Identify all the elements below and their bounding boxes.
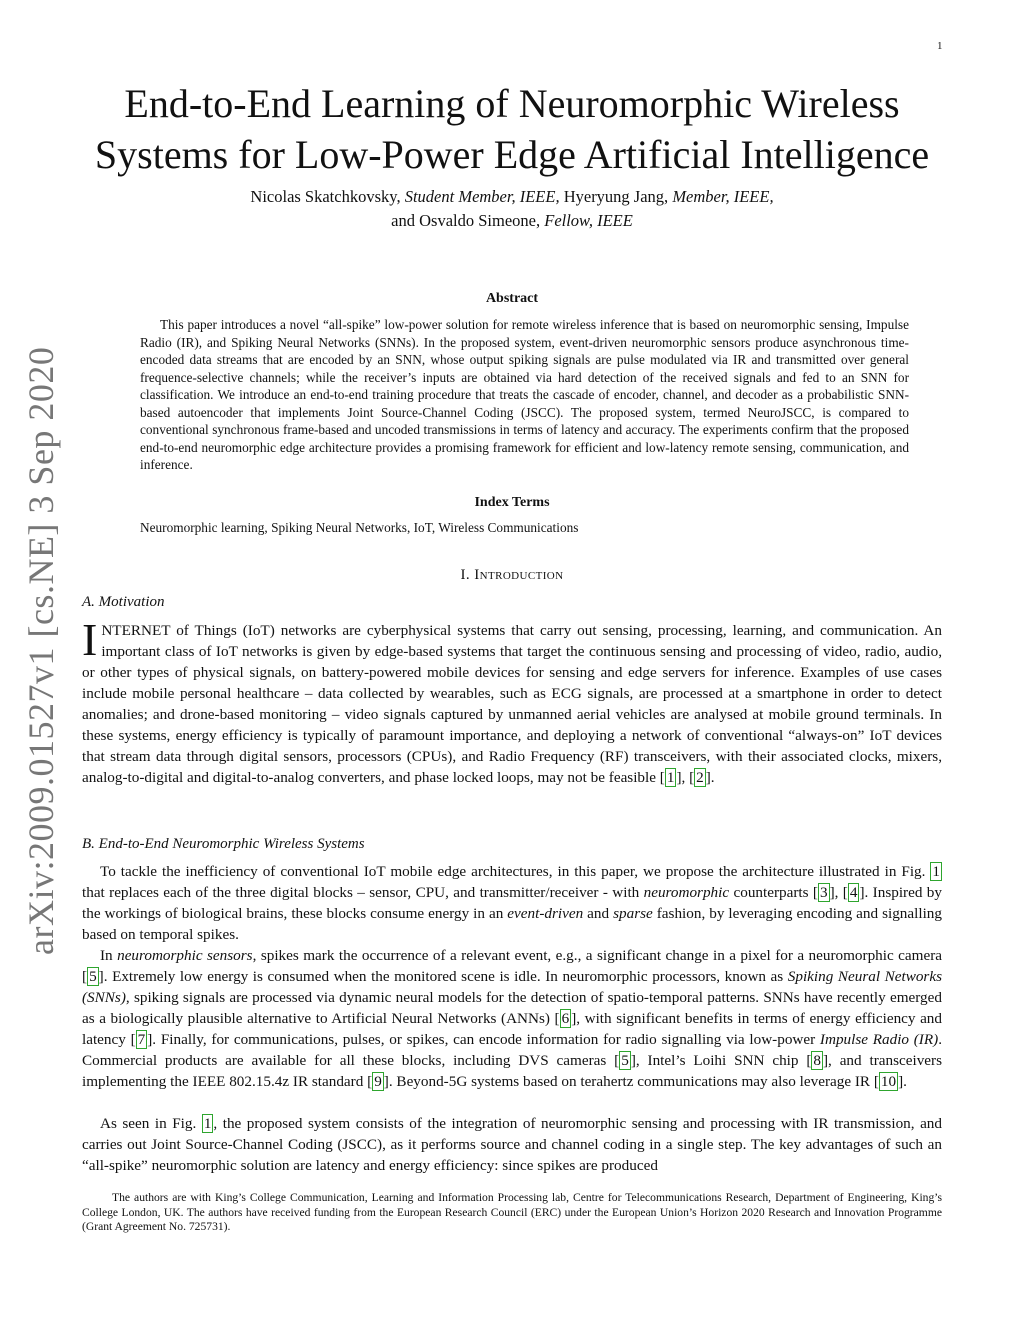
emphasis-text: neuromorphic sensors xyxy=(117,947,253,964)
arxiv-stamp[interactable]: arXiv:2009.01527v1 [cs.NE] 3 Sep 2020 xyxy=(21,346,61,955)
paragraph-text: , the proposed system consists of the integration of neuromorphic sensing and processing with IR transmission, and carries out Joint Source-Channel Coding (JSCC), as it performs source and channel coding in a single step. The key advantages of such an “all-spike” neuromorphic solution are latency and energy efficiency: since spikes are produced xyxy=(82,1115,942,1174)
paragraph-text: , spiking signals are processed via dynamic neural models for the detection of spatio-temporal patterns. SNNs have recently emerged as a biologically plausible alternative to Artificial Neural Networks (ANNs) [ xyxy=(82,989,942,1027)
paragraph-text: counterparts [ xyxy=(729,884,818,901)
citation-link[interactable]: 5 xyxy=(89,968,97,985)
section-title: Introduction xyxy=(474,567,564,583)
index-terms-heading: Index Terms xyxy=(474,495,550,510)
paragraph-text: ], [ xyxy=(829,884,848,901)
paragraph-text: ]. Extremely low energy is consumed when the monitored scene is idle. In neuromorphic processors, known as xyxy=(98,968,788,985)
paragraph-text: fashion, by leveraging encoding and signalling based on temporal spikes. xyxy=(82,905,942,943)
author-2: Hyeryung Jang, xyxy=(563,187,669,206)
paragraph-text: As seen in Fig. xyxy=(100,1115,202,1132)
citation-link[interactable]: 4 xyxy=(849,884,858,901)
section-number: I. xyxy=(460,567,471,583)
paragraph-neuromorphic-blocks xyxy=(82,945,942,1092)
citation-link[interactable]: 2 xyxy=(696,769,704,786)
paragraph-text: . Commercial products are available for all these blocks, including DVS cameras [ xyxy=(82,1031,942,1069)
citation-link[interactable]: 1 xyxy=(666,769,675,786)
paragraph-text: NTERNET of Things (IoT) networks are cyberphysical systems that carry out sensing, processing, learning, and communication. An important class of IoT networks is given by edge-based systems that target the continuous sensing and processing of video, radio, audio, or other types of physical signals, on battery-powered mobile devices for sensing and edge servers for inference. Examples of use cases include mobile personal healthcare – data collected by wearables, such as ECG signals, are processed at a smartphone in order to detect anomalies; and drone-based monitoring – video signals captured by unmanned aerial vehicles are analysed at mobile ground terminals. In these systems, energy efficiency is typically of paramount importance, and deploying a network of conventional “always-on” IoT devices that stream data through digital sensors, processors (CPUs), and Radio Frequency (RF) transceivers, with their associated clocks, mixers, analog-to-digital and digital-to-analog converters, and phase locked loops, may not be feasible [ xyxy=(82,622,942,786)
paragraph-text: To tackle the inefficiency of conventional IoT mobile edge architectures, in this paper, we propose the architecture illustrated in Fig. xyxy=(100,863,931,880)
paragraph-motivation xyxy=(82,614,942,788)
emphasis-text: Spiking Neural Networks (SNNs) xyxy=(82,968,942,1006)
citation-link[interactable]: 3 xyxy=(819,884,828,901)
author-1: Nicolas Skatchkovsky, xyxy=(250,187,401,206)
figure-link[interactable]: 1 xyxy=(203,1115,212,1132)
paragraph-text: ], [ xyxy=(676,769,695,786)
paragraph-text: ]. xyxy=(705,769,715,786)
abstract-text: This paper introduces a novel “all-spike” low-power solution for remote wireless inference that is based on neuromorphic sensing, Impulse Radio (IR), and Spiking Neural Networks (SNNs). In the proposed system, event-driven neuromorphic sensors produce asynchronous time-encoded data streams that are encoded by an SNN, whose output spiking signals are pulse modulated via IR and transmitted over general frequence-selective channels; while the receiver’s inputs are obtained via hard detection of the received signals and fed to an SNN for classification. We introduce an end-to-end training procedure that treats the cascade of encoder, channel, and decoder as a probabilistic SNN-based autoencoder that implements Joint Source-Channel Coding (JSCC). The proposed system, termed NeuroJSCC, is compared to conventional synchronous frame-based and uncoded transmissions in terms of latency and accuracy. The experiments confirm that the proposed end-to-end neuromorphic edge architecture provides a promising framework for efficient and low-latency remote sensing, communication, and inference. xyxy=(140,317,909,472)
paragraph-text: ]. Beyond-5G systems based on terahertz communications may also leverage IR [ xyxy=(383,1073,879,1090)
page-number: 1 xyxy=(937,40,943,52)
citation-link[interactable]: 10 xyxy=(880,1073,897,1090)
abstract-heading: Abstract xyxy=(485,291,539,306)
subsection-heading-motivation: A. Motivation xyxy=(82,594,165,610)
author-footnote: The authors are with King’s College Communication, Learning and Information Processing lab, Centre for Telecommunications Research, Department of Engineering, King’s College London, UK. The authors have received funding from the European Research Council (ERC) under the European Union’s Horizon 2020 Research and Innovation Programme (Grant Agreement No. 725731). xyxy=(82,1191,942,1233)
author-3-role: Fellow, IEEE xyxy=(544,211,633,230)
emphasis-text: event-driven xyxy=(507,905,584,922)
emphasis-text: sparse xyxy=(613,905,653,922)
paragraph-architecture xyxy=(82,861,942,945)
paragraph-text: ], and transceivers implementing the IEEE 802.15.4z IR standard [ xyxy=(82,1052,943,1090)
author-list xyxy=(100,185,924,233)
index-terms-text: Neuromorphic learning, Spiking Neural Networks, IoT, Wireless Communications xyxy=(140,520,579,535)
emphasis-text: Impulse Radio (IR) xyxy=(819,1031,939,1048)
paragraph-text: ]. Finally, for communications, pulses, or spikes, can encode information for radio signalling via low-power xyxy=(147,1031,820,1048)
paragraph-text: ]. xyxy=(898,1073,907,1090)
emphasis-text: neuromorphic xyxy=(643,884,730,901)
title-line-1: End-to-End Learning of Neuromorphic Wireless xyxy=(124,81,900,126)
paragraph-text: In xyxy=(100,947,118,964)
citation-link[interactable]: 9 xyxy=(374,1073,382,1090)
section-heading-introduction xyxy=(0,567,1024,584)
citation-link[interactable]: 5 xyxy=(621,1052,629,1069)
subsection-heading-neuromorphic-systems: B. End-to-End Neuromorphic Wireless Systems xyxy=(82,836,365,852)
paragraph-text: , spikes mark the occurrence of a relevant event, e.g., a significant change in a pixel for a neuromorphic camera [ xyxy=(82,947,942,985)
paragraph-text: ]. Inspired by the workings of biological brains, these blocks consume energy in an xyxy=(82,884,942,922)
paragraph-text: ], Intel’s Loihi SNN chip [ xyxy=(630,1052,812,1069)
paragraph-text: and xyxy=(583,905,614,922)
paragraph-jscc xyxy=(82,1113,942,1176)
figure-link[interactable]: 1 xyxy=(932,863,940,880)
citation-link[interactable]: 8 xyxy=(813,1052,821,1069)
paragraph-text: ], with significant benefits in terms of energy efficiency and latency [ xyxy=(82,1010,942,1048)
author-3: and Osvaldo Simeone, xyxy=(391,211,541,230)
paper-title xyxy=(60,78,964,180)
citation-link[interactable]: 7 xyxy=(137,1031,146,1048)
title-line-2: Systems for Low-Power Edge Artificial Intelligence xyxy=(94,132,930,177)
author-2-role: Member, IEEE, xyxy=(672,187,774,206)
citation-link[interactable]: 6 xyxy=(561,1010,570,1027)
drop-cap: I xyxy=(82,614,98,665)
author-1-role: Student Member, IEEE, xyxy=(404,187,560,206)
paragraph-text: that replaces each of the three digital blocks – sensor, CPU, and transmitter/receiver - with xyxy=(82,884,644,901)
